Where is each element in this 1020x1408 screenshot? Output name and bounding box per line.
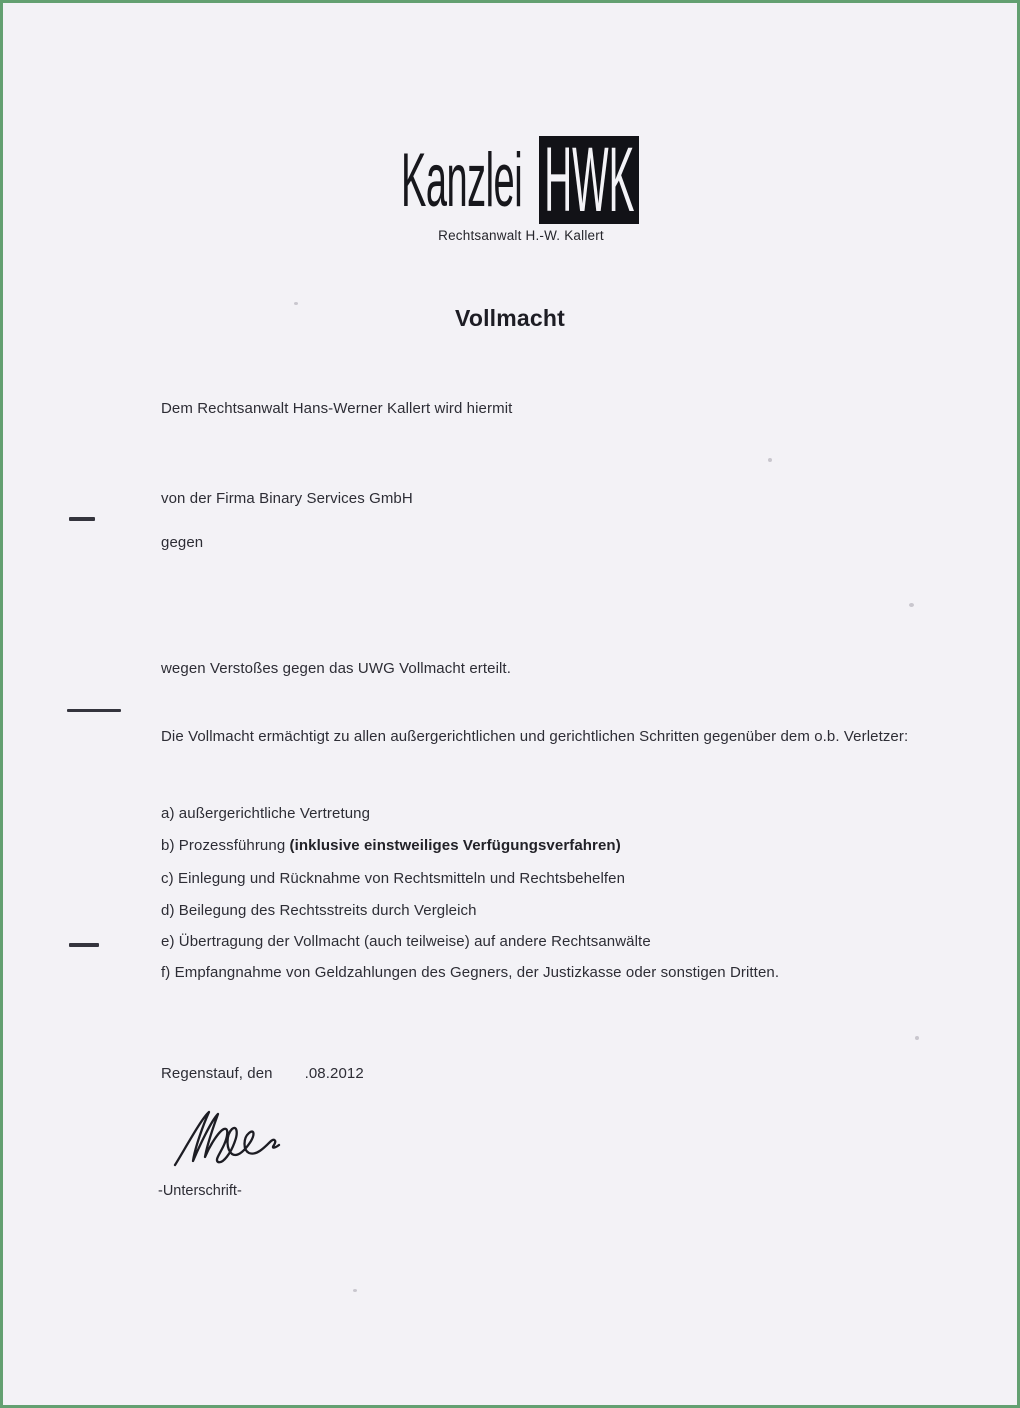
power-item-text: f) Empfangnahme von Geldzahlungen des Gegners, der Justizkasse oder sonstigen Dritten. (161, 964, 780, 981)
scan-speck (353, 1289, 357, 1292)
power-item-b (161, 837, 621, 854)
letterhead-subtitle: Rechtsanwalt H.-W. Kallert (438, 228, 604, 243)
scan-speck (768, 458, 772, 462)
signature-caption: -Unterschrift- (158, 1183, 242, 1199)
document-title: Vollmacht (454, 305, 565, 331)
power-item-text: a) außergerichtliche Vertretung (161, 805, 371, 822)
date-blank-space (273, 1065, 305, 1082)
handwritten-signature (171, 1105, 323, 1175)
letterhead (401, 128, 641, 243)
power-item-f (161, 964, 779, 981)
scan-speck (909, 603, 914, 607)
power-item-c (161, 870, 625, 887)
power-item-text: e) Übertragung der Vollmacht (auch teilweise) auf andere Rechtsanwälte (161, 933, 651, 950)
brand-text (401, 136, 531, 224)
brand-badge (539, 128, 639, 231)
scan-speck (915, 1036, 919, 1040)
law-firm-logo (401, 128, 641, 231)
date-value: .08.2012 (304, 1065, 364, 1082)
power-item-bold: (inklusive einstweiliges Verfügungsverfahren) (289, 837, 621, 854)
scan-mark (67, 709, 121, 712)
intro-line-1: Dem Rechtsanwalt Hans-Werner Kallert wird hiermit (161, 400, 513, 417)
scan-mark (69, 943, 99, 947)
power-item-text: c) Einlegung und Rücknahme von Rechtsmitteln und Rechtsbehelfen (161, 870, 626, 887)
place-date-prefix: Regenstauf, den (161, 1065, 273, 1082)
scan-speck (294, 302, 298, 305)
power-item-d (161, 902, 477, 919)
brand-badge-label: HWK (543, 128, 635, 231)
scan-mark (69, 517, 95, 521)
power-item-text: d) Beilegung des Rechtsstreits durch Vergleich (161, 902, 477, 919)
power-item-a (161, 805, 370, 822)
intro-line-4: wegen Verstoßes gegen das UWG Vollmacht erteilt. (161, 660, 511, 677)
intro-line-2: von der Firma Binary Services GmbH (161, 490, 413, 507)
place-date-line (161, 1065, 364, 1082)
intro-line-3: gegen (161, 534, 204, 551)
power-item-text: b) Prozessführung (161, 837, 290, 854)
brand-text-label: Kanzlei (401, 137, 523, 223)
intro-line-5: Die Vollmacht ermächtigt zu allen außergerichtlichen und gerichtlichen Schritten gegenüber dem o.b. Verletzer: (161, 728, 909, 745)
power-item-e (161, 933, 651, 950)
